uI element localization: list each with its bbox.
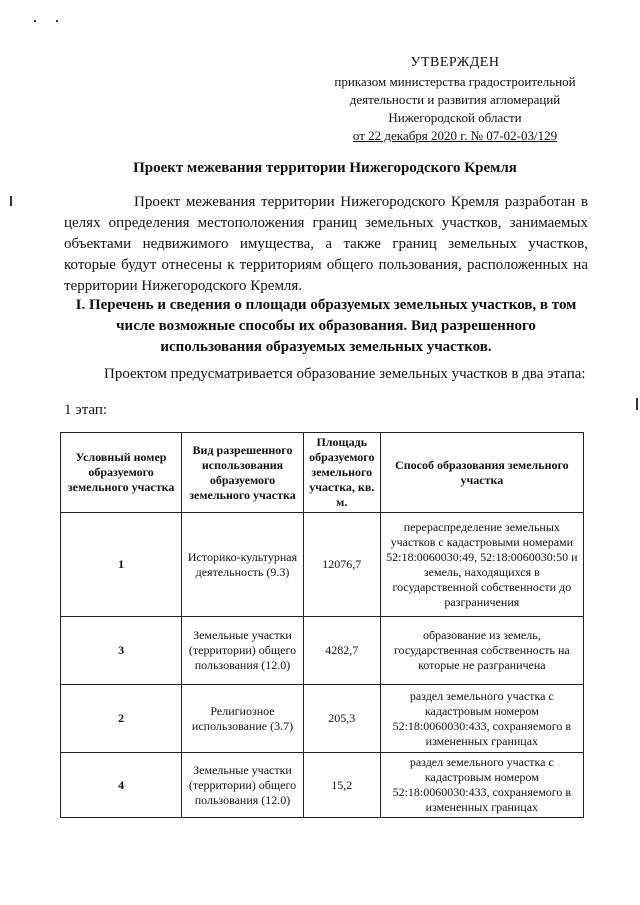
approval-line: Нижегородской области <box>388 110 522 125</box>
stages-paragraph: Проектом предусматривается образование земельных участков в два этапа: <box>104 366 586 382</box>
cell-use: Земельные участки (территории) общего пользования (12.0) <box>182 617 304 685</box>
header-area: Площадь образуемого земельного участка, кв. м. <box>303 433 380 513</box>
table-row <box>61 617 584 685</box>
approval-line: приказом министерства градостроительной <box>334 74 576 89</box>
cell-use: Историко-культурная деятельность (9.3) <box>182 513 304 617</box>
table-row <box>61 685 584 753</box>
cell-number: 4 <box>61 753 182 818</box>
section-number: I. <box>75 297 86 313</box>
cell-area: 4282,7 <box>303 617 380 685</box>
header-use: Вид разрешенного использования образуемого земельного участка <box>182 433 304 513</box>
cell-method: раздел земельного участка с кадастровым номером 52:18:0060030:433, сохраняемого в измененных границах <box>380 753 583 818</box>
approval-head: УТВЕРЖДЕН <box>410 55 500 70</box>
cell-number: 2 <box>61 685 182 753</box>
scan-edge-mark <box>636 398 638 410</box>
parcels-table <box>60 432 584 818</box>
cell-area: 205,3 <box>303 685 380 753</box>
cell-use: Религиозное использование (3.7) <box>182 685 304 753</box>
intro-paragraph: Проект межевания территории Нижегородского Кремля разработан в целях определения местоположения границ земельных участков, занимаемых объектами недвижимого имущества, а также границ земельных участков, которые будут отнесены к территориям общего пользования, расположенных на территории Нижегородского Кремля. <box>64 194 588 294</box>
stage-label: 1 этап: <box>64 402 108 418</box>
section-title-text: Перечень и сведения о площади образуемых земельных участков, в том числе возможные способы их образования. Вид разрешенного использования образуемых земельных участков. <box>88 297 577 355</box>
cell-use: Земельные участки (территории) общего пользования (12.0) <box>182 753 304 818</box>
cell-number: 1 <box>61 513 182 617</box>
document-title: Проект межевания территории Нижегородского Кремля <box>133 160 517 176</box>
table-row <box>61 513 584 617</box>
approval-line: деятельности и развития агломераций <box>349 92 561 107</box>
header-number: Условный номер образуемого земельного участка <box>61 433 182 513</box>
cell-method: раздел земельного участка с кадастровым номером 52:18:0060030:433, сохраняемого в измененных границах <box>380 685 583 753</box>
cell-method: перераспределение земельных участков с кадастровыми номерами 52:18:0060030:49, 52:18:0060030:50 и земель, находящихся в государственной собственности до разграничения <box>380 513 583 617</box>
table-header <box>61 433 584 513</box>
section-heading <box>64 295 588 358</box>
table-row <box>61 753 584 818</box>
cell-area: 12076,7 <box>303 513 380 617</box>
header-method: Способ образования земельного участка <box>380 433 583 513</box>
approval-stamp <box>320 54 590 145</box>
scan-dot <box>34 20 36 22</box>
scan-edge-mark <box>10 196 12 206</box>
cell-area: 15,2 <box>303 753 380 818</box>
cell-method: образование из земель, государственная собственность на которые не разграничена <box>380 617 583 685</box>
scan-dot <box>56 20 58 22</box>
cell-number: 3 <box>61 617 182 685</box>
approval-order: от 22 декабря 2020 г. № 07-02-03/129 <box>352 128 558 143</box>
table-body <box>61 513 584 818</box>
table-header-row <box>61 433 584 513</box>
